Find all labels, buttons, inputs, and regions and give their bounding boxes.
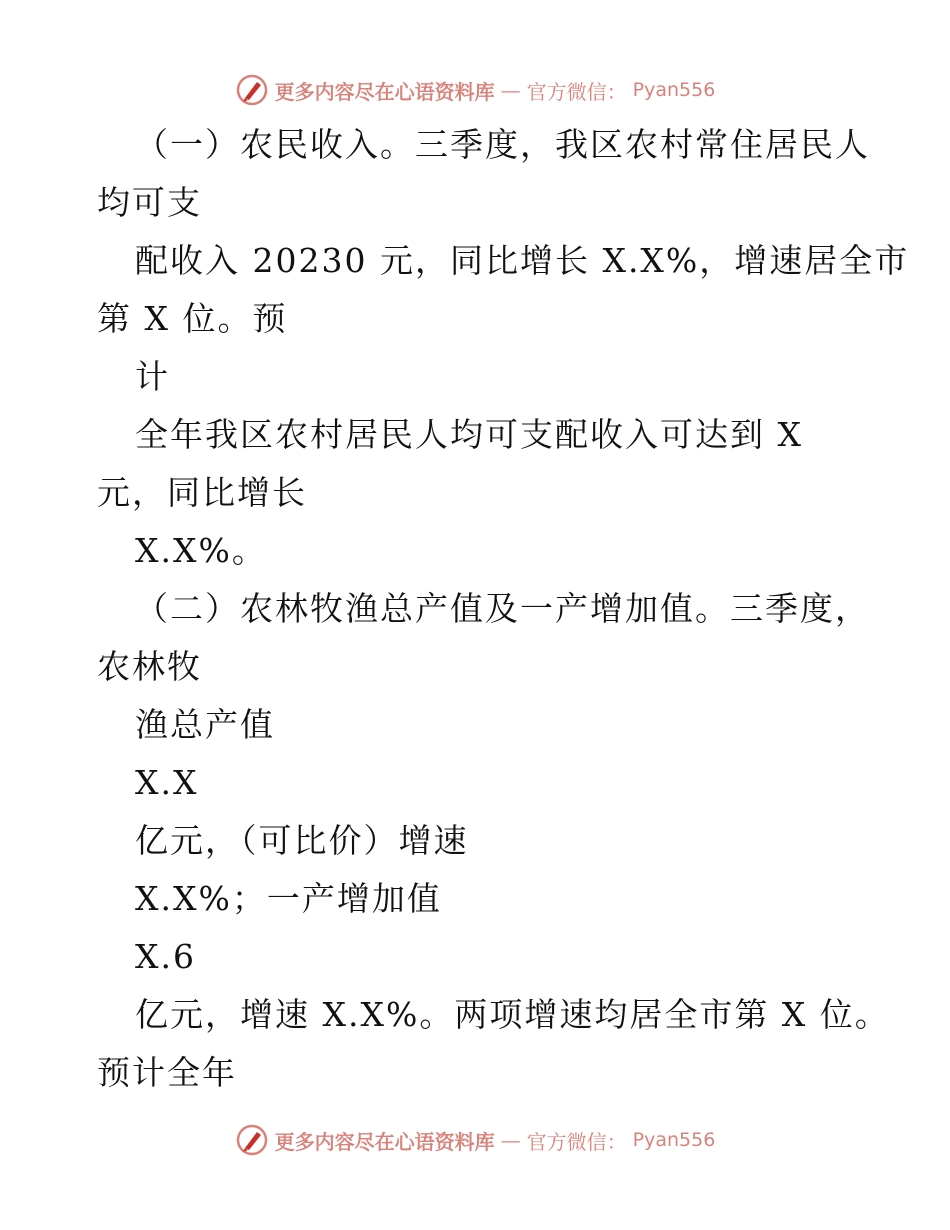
body-line: 计: [135, 357, 170, 396]
body-line: （一）农民收入。三季度，我区农村常住居民人: [135, 125, 870, 164]
body-line: 农林牧: [97, 647, 202, 686]
watermark-dash: —: [500, 78, 521, 102]
body-line: 第 X 位。预: [97, 299, 288, 338]
watermark-wechat-id: Pyan556: [632, 1129, 716, 1151]
pen-logo-icon: [235, 73, 269, 107]
watermark-main-text: 更多内容尽在心语资料库: [274, 79, 495, 104]
pen-logo-icon: [235, 1123, 269, 1157]
body-line: 全年我区农村居民人均可支配收入可达到 X: [135, 415, 803, 454]
watermark-wechat-label: 官方微信：: [526, 79, 627, 104]
watermark-banner-bottom: [0, 1120, 950, 1160]
body-line: 元，同比增长: [97, 473, 307, 512]
body-line: X.X: [135, 763, 199, 802]
body-line: （二）农林牧渔总产值及一产增加值。三季度，: [135, 589, 870, 628]
body-line: X.6: [135, 937, 196, 976]
body-line: X.X%。: [135, 531, 267, 570]
body-line: 均可支: [97, 183, 202, 222]
watermark-wechat-label: 官方微信：: [526, 1129, 627, 1154]
watermark-wechat-id: Pyan556: [632, 79, 716, 101]
document-body: [97, 116, 910, 1102]
watermark-dash: —: [500, 1128, 521, 1152]
body-line: 配收入 20230 元，同比增长 X.X%，增速居全市: [135, 241, 910, 280]
body-line: 预计全年: [97, 1053, 237, 1092]
watermark-banner-top: [0, 70, 950, 110]
body-line: X.X%；一产增加值: [135, 879, 442, 918]
body-line: 渔总产值: [135, 705, 275, 744]
watermark-main-text: 更多内容尽在心语资料库: [274, 1129, 495, 1154]
body-line: 亿元，（可比价）增速: [135, 821, 469, 860]
body-line: 亿元，增速 X.X%。两项增速均居全市第 X 位。: [135, 995, 890, 1034]
